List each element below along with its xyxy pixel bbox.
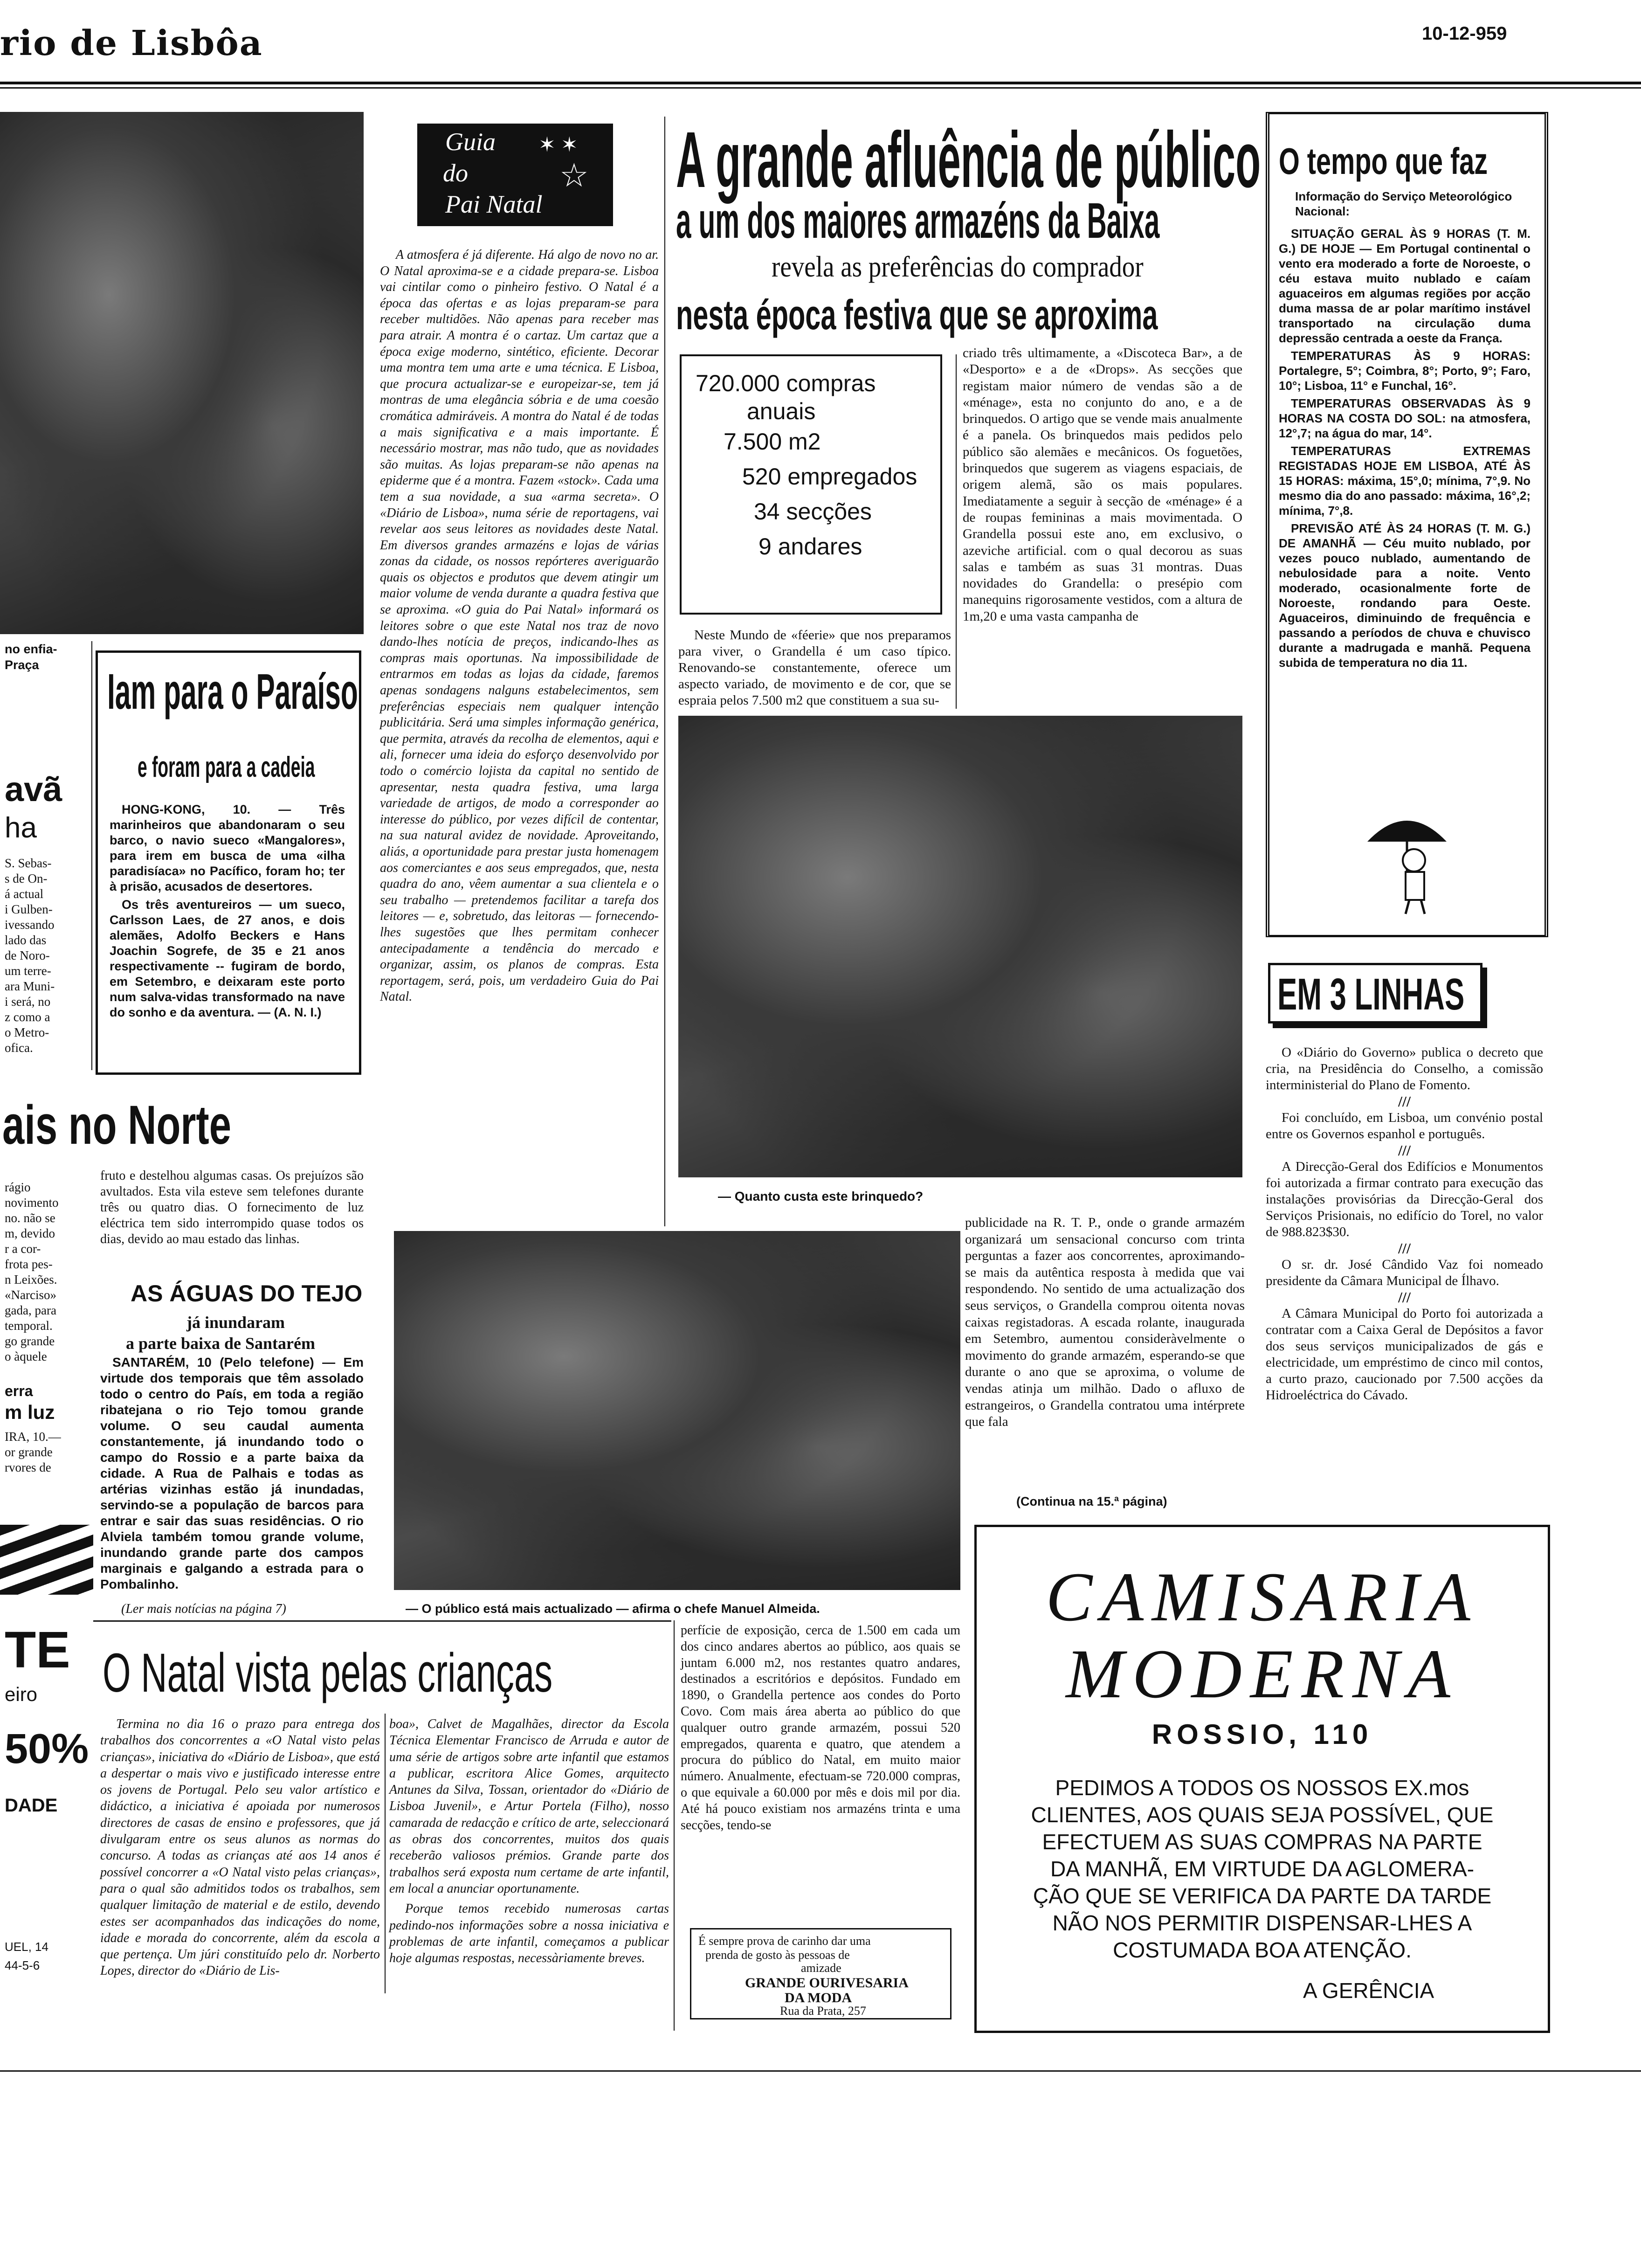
flood-photo [0, 112, 364, 634]
camisaria-sign: A GERÊNCIA [1303, 1978, 1434, 2003]
guia-badge [417, 124, 613, 226]
separator: /// [1398, 1289, 1411, 1306]
stat-seccoes: 34 secções [754, 498, 872, 525]
ourivesaria-line1: É sempre prova de carinho dar uma [698, 1934, 871, 1948]
camisaria-body: PEDIMOS A TODOS OS NOSSOS EX.mos CLIENTES, AOS QUAIS SEJA POSSÍVEL, QUE EFECTUEM AS SUAS COMPRAS NA PARTE DA MANHÃ, EM VIRTUDE DA AGLOMERA- ÇÃO QUE SE VERIFICA DA PARTE DA TARDE NÃO NOS PERMITIR DISPENSAR-LHES A COSTUMADA BOA ATENÇÃO. [1031, 1776, 1494, 1962]
tres-linhas-item: A Câmara Municipal do Porto foi autorizada a contratar com a Caixa Geral de Depósitos a favor dos seus serviços municipalizados de gás e electricidade, um empréstimo de cinco mil contos, a curto prazo, caucionado por 7.500 acções da Hidroeléctrica do Cávado. [1266, 1306, 1543, 1403]
criancas-col1: Termina no dia 16 o prazo para entrega dos trabalhos dos concorrentes a «O Natal visto pelas crianças», iniciativa do «Diário de Lisboa», que está a despertar o mais vivo e justificado interesse entre os jovens de Portugal. Pelo seu valor artístico e didáctico, a iniciativa é apoiada por numerosos directores de casas de ensino e professores, que já divulgaram entre os seus alunos as normas do concurso. A todas as crianças até aos 14 anos é possível concorrer a «O Natal visto pelas crianças», para o qual são admitidos todos os trabalhos, sem qualquer limitação de material e de estilo, devendo estes ser acompanhados das indicações do nome, idade e morada do concorrente, além da escola a que pertença. Um júri constituído pelo dr. Norberto Lopes, director do «Diário de Lis- [100, 1717, 380, 1978]
left-ad-frag-2: eiro [5, 1683, 38, 1705]
tejo-body: SANTARÉM, 10 (Pelo telefone) — Em virtude dos temporais que têm assolado todo o centro do País, em toda a região ribatejana o rio Tejo tomou grande volume. O seu caudal aumenta constantemente, já inundando todo o campo do Rossio e a parte baixa da cidade. A Rua de Palhais e todas as artérias vizinhas estão já inundadas, servindo-se a população de barcos para entrar e sair das suas residências. O rio Alviela também tomou grande volume, inundando grande parte dos campos marginais e galgando a estrada para o Pombalinho. [100, 1355, 364, 1591]
tempo-source: Informação do Serviço Meteorológico Nacional: [1295, 189, 1512, 218]
stat-empregados: 520 empregados [742, 463, 917, 490]
star-icon-outline: ☆ [559, 158, 589, 194]
left-strip-text: S. Sebas- s de On- á actual i Gulben- ivessando lado das de Noro- um terre- ara Muni- i será, no z como a o Metro- ofica. [5, 856, 55, 1055]
separator: /// [1398, 1093, 1411, 1110]
left-ad-frag-1: TE [5, 1621, 70, 1679]
left-ad-frag-4: DADE [5, 1795, 58, 1816]
left-ad-frag-5: UEL, 14 [5, 1940, 48, 1954]
afluencia-cont-text: publicidade na R. T. P., onde o grande armazém organizará um sensacional concurso com trinta perguntas a fazer aos concorrentes, aproximando-se mais da autêntica resposta à medida que vai respondendo. No sentido de uma actualização dos seus serviços, o Grandella comprou oitenta novas caixas registadoras. A escada rolante, inaugurada em Setembro, aumentou consideràvelmente o movimento do grande armazém, esperando-se que durante o ano que se aproxima, o volume de vendas atinja um milhão. Dado o afluxo de estrangeiros, o Grandella contratou uma intérprete que fala [965, 1215, 1245, 1430]
criancas-title: O Natal vista pelas crianças [103, 1642, 553, 1704]
camisaria-address: ROSSIO, 110 [1151, 1719, 1373, 1750]
afluencia-h3: revela as preferências do comprador [772, 250, 1144, 283]
guia-body: A atmosfera é já diferente. Há algo de novo no ar. O Natal aproxima-se e a cidade prepara-se. Lisboa vai cintilar como o pinheiro festivo. O Natal é a época das ofertas e as lojas preparam-se para receber multidões. Não apenas para receber mas para atrair. A montra é o cartaz. Um cartaz que a época exige moderno, sintético, eficiente. Decorar uma montra tem uma arte e uma técnica. E Lisboa, que procura actualizar-se e europeizar-se, tem já montras de uma elegância sóbria e de uma coesão cromática admiráveis. A montra do Natal é de todas a mais significativa e a mais importante. É necessário mostrar, mas não tudo, que as novidades são muitas. As lojas preparam-se não apenas na epiderme que é a montra. Fazem «stock». Cada uma tem a sua novidade, a sua «arma secreta». O «Diário de Lisboa», numa série de reportagens, vai revelar aos seus leitores as novidades deste Natal. Em diversos grandes armazéns e lojas de várias zonas da cidade, os nossos repórteres averiguarão quais os objectos e produtos que devem atingir um maior volume de venda durante a quadra festiva que se aproxima. «O guia do Pai Natal» informará os leitores sobre o que este Natal nos traz de novo dando-lhes notícia de preços, indicando-lhes as compras mais oportunas. Na impossibilidade de entrarmos em todas as lojas da cidade, faremos apenas sondagens nalguns estabelecimentos, sem preferências especiais nem qualquer intenção publicitária. Será uma simples informação genérica, que permita, através da recolha de elementos, aqui e ali, fornecer uma ideia do esforço desenvolvido por todo o comércio lojista da capital no sentido de apresentar, nesta quadra festiva, uma larga variedade de artigos, de modo a corresponder ao interesse do público, por vezes difícil de contentar, na sua natural avidez de novidade. Aproveitando, aliás, a oportunidade para prestar justa homenagem aos comerciantes e aos seus empregados, que, nesta quadra do ano, vêem aumentar a sua clientela e o seu trabalho — pretendemos facilitar a tarefa dos leitores — e, sobretudo, das leitoras — fornecendo-lhes sugestões que lhes permitam conhecer antecipadamente a tendência do mercado e organizar, assim, os planos de compras. Esta reportagem, será, pois, um verdadeiro Guia do Pai Natal. [380, 248, 659, 1004]
grandella-tail-divider [674, 1620, 675, 2031]
tempo-box [1266, 112, 1548, 937]
left-strip-divider [91, 641, 92, 1070]
left-ad-frag-6: 44-5-6 [5, 1958, 40, 1972]
afluencia-h1: A grande afluência de público [676, 116, 1261, 204]
left-ad-stripes [0, 1525, 93, 1595]
guia-badge-line2: do [443, 159, 468, 187]
left-caption-tail: no enfia- Praça [5, 642, 57, 672]
ourivesaria-ad [690, 1928, 952, 2019]
stat-area: 7.500 m2 [724, 429, 821, 455]
left-frag-1: avã [5, 770, 62, 809]
masthead-date: 10-12-959 [1422, 23, 1507, 44]
norte-headline: ais no Norte [2, 1094, 231, 1156]
paraiso-body: HONG-KONG, 10. — Três marinheiros que abandonaram o seu barco, o navio sueco «Mangalores», para irem em busca de uma «ilha paradisíaca» no Pacífico, foram ho; ter à prisão, acusados de desertores. Os três aventureiros — um sueco, Carlsson Laes, de 27 anos, e dois alemães, Adolfo Beckers e Hans Joachin Sogrefe, de 35 e 21 anos respectivamente -- fugiram de bordo, em Setembro, e deixaram este porto num salva-vidas transformado na nave do sonho e da aventura. — (A. N. I.) [110, 802, 345, 1019]
tejo-sub1: já inundaram [186, 1313, 285, 1332]
tres-linhas-title-text: EM 3 LINHAS [1277, 969, 1465, 1019]
manager-photo [394, 1231, 960, 1590]
ourivesaria-address: Rua da Prata, 257 [780, 2004, 866, 2018]
camisaria-line1: CAMISARIA [1046, 1558, 1479, 1636]
left-ad-frag-3: 50% [5, 1726, 89, 1772]
stat-compras: 720.000 compras [696, 370, 876, 396]
paraiso-title: Iam para o Paraíso [107, 663, 358, 719]
stat-anuais: anuais [747, 398, 816, 424]
separator: /// [1398, 1142, 1411, 1159]
stats-box [680, 354, 942, 615]
ourivesaria-line2: prenda de gosto às pessoas de [705, 1948, 850, 1962]
tejo-title: AS ÁGUAS DO TEJO [131, 1280, 363, 1307]
tempo-title: O tempo que faz [1279, 140, 1488, 182]
ourivesaria-line3: amizade [801, 1961, 841, 1975]
afluencia-left-text: Neste Mundo de «féerie» que nos preparamos para viver, o Grandella é um caso típico. Renovando-se constantemente, oferece um aspecto variado, de movimento e de cor, que se espraia pelos 7.500 m2 que constituem a sua su- [678, 628, 951, 708]
norte-text: fruto e destelhou algumas casas. Os prejuízos são avultados. Esta vila esteve sem telefones durante três ou quatro dias. O fornecimento de luz eléctrica tem sido interrompido quase todos os dias, devido ao mau estado das linhas. [100, 1169, 364, 1246]
masthead-rule-2 [0, 87, 1641, 89]
guia-badge-line3: Pai Natal [445, 190, 543, 218]
tres-linhas-item: Foi concluído, em Lisboa, um convénio postal entre os Governos espanhol e português. [1266, 1110, 1543, 1141]
tres-linhas-title [1268, 963, 1482, 1023]
afluencia-h2: a um dos maiores armazéns da Baixa [676, 192, 1160, 249]
left-frag-2: ha [5, 812, 37, 844]
ourivesaria-name2: DA MODA [785, 1990, 852, 2005]
criancas-col2: boa», Calvet de Magalhães, director da Escola Técnica Elementar Francisco de Arruda e autor de uma série de artigos sobre arte infantil que estamos a publicar, escritora Alice Gomes, arquitecto Antunes da Silva, Tossan, orientador do «Diário de Lisboa Juvenil», e Artur Portela (Filho), nosso camarada de redacção e crítico de arte, seleccionará as obras dos concorrentes, muitos dos quais receberão valiosos prémios. Grande parte dos trabalhos será exposta num certame de arte infantil, em local a anunciar oportunamente. Porque temos recebido numerosas cartas pedindo-nos informações sobre a nossa iniciativa e problemas de arte infantil, começamos a publicar hoje algumas respostas, necessàriamente breves. [389, 1717, 669, 1966]
afluencia-h4: nesta época festiva que se aproxima [676, 292, 1158, 339]
masthead-rule [0, 82, 1641, 84]
ourivesaria-name1: GRANDE OURIVESARIA [745, 1975, 909, 1991]
criancas-divider [385, 1714, 386, 1993]
tejo-sub2: a parte baixa de Santarém [126, 1334, 315, 1353]
left-sub-frag-2: m luz [5, 1401, 55, 1423]
left-sub-frag-1: erra [5, 1383, 33, 1399]
stat-andares: 9 andares [758, 533, 862, 560]
guia-divider [664, 117, 665, 1226]
left-strip-col2: rágio novimento no. não se m, devido r a cor- frota pes- n Leixões. «Narciso» gada, para temporal. go grande o àquele [5, 1180, 59, 1363]
toy-shop-photo [678, 716, 1242, 1177]
grandella-tail-text: perfície de exposição, cerca de 1.500 em cada um dos cinco andares abertos ao público, aos quais se juntam 6.000 m2, nos restantes quatro andares, destinados a escritórios e depósitos. Fundado em 1890, o Grandella pertence aos condes do Porto Covo. Com mais área aberta ao público do que qualquer outro grande armazém, possui 520 empregados, quarenta e quatro, que atendem a procura do público do Natal, em muito maior número. Anualmente, efectuam-se 720.000 compras, o que equivale a 60.000 por mês e dois mil por dia. Até há pouco existiam nos armazéns trinta e uma secções, tendo-se [681, 1623, 960, 1832]
tres-linhas-item: O «Diário do Governo» publica o decreto que cria, na Presidência do Conselho, a comissão interministerial do Plano de Fomento. [1266, 1045, 1543, 1093]
tejo-more: (Ler mais notícias na página 7) [121, 1602, 286, 1616]
afluencia-divider [956, 354, 957, 709]
toy-photo-caption: — Quanto custa este brinquedo? [718, 1189, 924, 1203]
tres-linhas-list [1266, 1044, 1543, 1404]
umbrella-icon [1363, 804, 1451, 916]
manager-photo-caption: — O público está mais actualizado — afirma o chefe Manuel Almeida. [406, 1602, 820, 1616]
left-sub-text: IRA, 10.— or grande rvores de [5, 1430, 61, 1474]
footer-rule [0, 2070, 1641, 2072]
masthead-title: rio de Lisbôa [0, 23, 263, 63]
star-icon: ✶ ✶ [538, 133, 578, 156]
tempo-body: SITUAÇÃO GERAL ÀS 9 HORAS (T. M. G.) DE HOJE — Em Portugal continental o vento era moderado a forte de Noroeste, o céu estava muito nublado e caíam aguaceiros em algumas regiões por acção duma massa de ar polar marítimo instável transportado na circulação duma depressão centrada a oeste da França. TEMPERATURAS ÀS 9 HORAS: Portalegre, 5°; Coimbra, 8°; Porto, 9°; Faro, 10°; Lisboa, 11° e Funchal, 16°. TEMPERATURAS OBSERVADAS ÀS 9 HORAS NA COSTA DO SOL: na atmosfera, 12°,7; na água do mar, 14°. TEMPERATURAS EXTREMAS REGISTADAS HOJE EM LISBOA, ATÉ ÀS 15 HORAS: máxima, 15°,0; mínima, 7°,9. No mesmo dia do ano passado: máxima, 16°,2; mínima, 7°,8. PREVISÃO ATÉ ÀS 24 HORAS (T. M. G.) DE AMANHÃ — Céu muito nublado, por vezes pouco nublado, aumentando de nebulosidade para a noite. Vento moderado, ocasionalmente forte de Noroeste, rondando para Oeste. Aguaceiros, diminuindo de frequência e passando a períodos de chuva e chuvisco durante a madrugada e manhã. Pequena subida de temperatura no dia 11. [1279, 227, 1531, 670]
tres-linhas-item: A Direcção-Geral dos Edifícios e Monumentos foi autorizada a firmar contrato para execução das instalações provisórias da Direcção-Geral dos Serviços Prisionais, no edifício do Torel, no valor de 988.823$30. [1266, 1159, 1543, 1239]
paraiso-box [96, 650, 361, 1075]
criancas-top-rule [93, 1620, 671, 1622]
separator: /// [1398, 1240, 1411, 1257]
camisaria-ad [974, 1525, 1550, 2033]
continua-note: (Continua na 15.ª página) [1016, 1494, 1167, 1508]
afluencia-right-text: criado três ultimamente, a «Discoteca Bar», a de «Desporto» e a de «Drops». As secções que registam maior número de vendas são a de «ménage», esta no conjunto do ano, e a de brinquedos. O artigo que se vende mais anualmente é a panela. Os brinquedos mais pedidos pelo público são alemães e mecânicos. Os foguetões, brinquedos que sugerem as viagens espaciais, de origem alemã, são os mais populares. Imediatamente a seguir à secção de «ménage» é a de roupas femininas a mais movimentada. O Grandella possui este ano, em exclusivo, o azeviche artificial. com o qual decorou as suas salas e também as suas 31 montras. Duas novidades do Grandella: o presépio com manequins rigorosamente vestidos, com a altura de 1m,20 e uma vasta campanha de [963, 346, 1242, 624]
guia-badge-line1: Guia [445, 128, 496, 156]
camisaria-line2: MODERNA [1066, 1635, 1459, 1713]
paraiso-subtitle: e foram para a cadeia [138, 751, 315, 783]
tres-linhas-item: O sr. dr. José Cândido Vaz foi nomeado presidente da Câmara Municipal de Ílhavo. [1266, 1257, 1543, 1288]
